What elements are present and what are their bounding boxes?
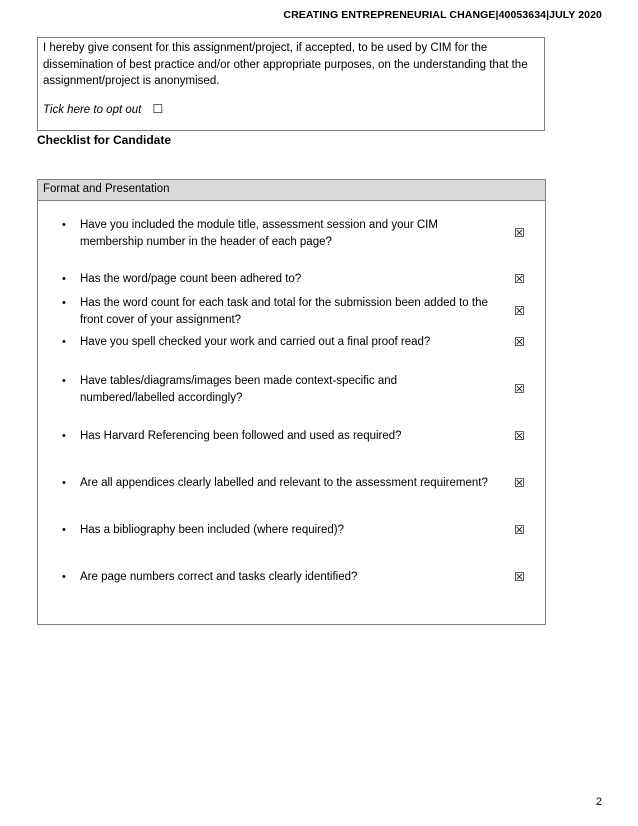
checked-box-icon[interactable]: ☒ bbox=[514, 476, 525, 490]
checklist-item-text: Have you spell checked your work and carried out a final proof read? bbox=[80, 336, 431, 348]
checked-box-icon[interactable]: ☒ bbox=[514, 523, 525, 537]
consent-text: I hereby give consent for this assignment/project, if accepted, to be used by CIM for the dissemination of best practice and/or other appropriate purposes, on the understanding that the assignment/project is anonymised. bbox=[43, 42, 528, 87]
bullet-icon: • bbox=[62, 375, 66, 387]
checked-box-icon[interactable]: ☒ bbox=[514, 335, 525, 349]
checklist-title: Checklist for Candidate bbox=[37, 133, 172, 147]
checked-box-icon[interactable]: ☒ bbox=[514, 272, 525, 286]
checklist-item-text: Have tables/diagrams/images been made context-specific and numbered/labelled accordingly? bbox=[80, 375, 398, 404]
bullet-icon: • bbox=[62, 430, 66, 442]
checklist-item-text: Has the word/page count been adhered to? bbox=[80, 273, 302, 285]
optout-row bbox=[43, 101, 163, 119]
checklist-item-text: Has a bibliography been included (where required)? bbox=[80, 524, 345, 536]
bullet-icon: • bbox=[62, 477, 66, 489]
bullet-icon: • bbox=[62, 297, 66, 309]
bullet-icon: • bbox=[62, 273, 66, 285]
checked-box-icon[interactable]: ☒ bbox=[514, 304, 525, 318]
checklist-item-text: Has the word count for each task and total for the submission been added to the front cover of your assignment? bbox=[80, 297, 488, 326]
checked-box-icon[interactable]: ☒ bbox=[514, 382, 525, 396]
checklist-item-text: Are all appendices clearly labelled and relevant to the assessment requirement? bbox=[80, 477, 488, 489]
optout-checkbox[interactable]: ☐ bbox=[152, 102, 164, 116]
section-header: Format and Presentation bbox=[38, 180, 545, 201]
optout-label: Tick here to opt out bbox=[43, 104, 142, 116]
checked-box-icon[interactable]: ☒ bbox=[514, 429, 525, 443]
bullet-icon: • bbox=[62, 571, 66, 583]
checklist-item-text: Have you included the module title, assessment session and your CIM membership number in the header of each page? bbox=[80, 219, 438, 248]
page-header: CREATING ENTREPRENEURIAL CHANGE|40053634|JULY 2020 bbox=[283, 9, 602, 21]
checked-box-icon[interactable]: ☒ bbox=[514, 570, 525, 584]
checklist-panel bbox=[37, 179, 546, 625]
consent-box bbox=[37, 37, 545, 131]
checklist-item-text: Has Harvard Referencing been followed and used as required? bbox=[80, 430, 402, 442]
bullet-icon: • bbox=[62, 336, 66, 348]
page-number: 2 bbox=[595, 796, 602, 808]
bullet-icon: • bbox=[62, 524, 66, 536]
checklist-item-text: Are page numbers correct and tasks clearly identified? bbox=[80, 571, 358, 583]
checked-box-icon[interactable]: ☒ bbox=[514, 226, 525, 240]
bullet-icon: • bbox=[62, 219, 66, 231]
